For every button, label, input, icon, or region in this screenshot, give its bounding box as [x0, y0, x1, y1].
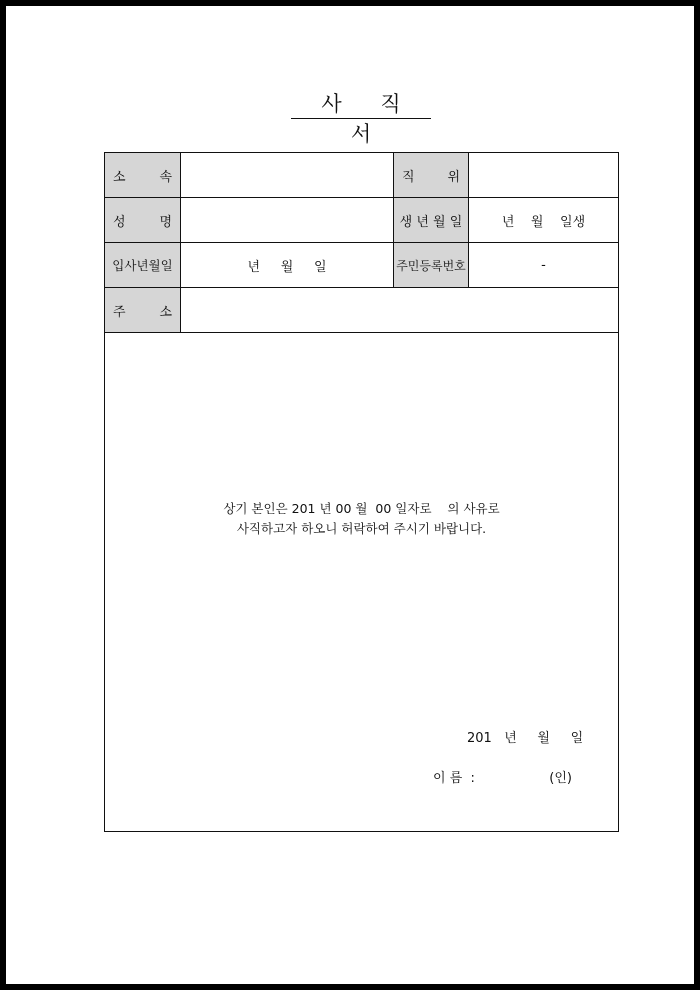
row-address: [105, 288, 618, 333]
title-underline: [291, 118, 431, 119]
birthdate-field[interactable]: 년 월 일생: [501, 214, 586, 230]
row-name: [105, 198, 618, 243]
rrn-label: 주민등록번호: [394, 243, 469, 287]
body-line-2: 사직하고자 하오니 허락하여 주시기 바랍니다.: [236, 521, 487, 536]
affiliation-label: 소 속: [105, 153, 181, 197]
name-field[interactable]: [181, 198, 394, 242]
hire-date-field[interactable]: 년 월 일: [181, 243, 394, 287]
position-label: 직 위: [394, 153, 469, 197]
birthdate-label: 생 년 월 일: [394, 198, 469, 242]
position-field[interactable]: [469, 153, 618, 197]
name-label: 성 명: [105, 198, 181, 242]
row-hire-date: [105, 243, 618, 288]
row-affiliation: [105, 153, 618, 198]
document-title: 사 직 서: [321, 92, 417, 146]
body-line-1: 상기 본인은 201 년 00 월 00 일자로 의 사유로: [223, 501, 500, 516]
sign-date: 201 년 월 일: [467, 731, 584, 746]
document-page: [6, 6, 694, 984]
resignation-form: [104, 152, 619, 832]
sign-name: 이 름 : (인): [433, 771, 572, 786]
hire-date-label: 입사년월일: [105, 243, 181, 287]
affiliation-field[interactable]: [181, 153, 394, 197]
rrn-field[interactable]: -: [541, 257, 546, 273]
address-field[interactable]: [181, 288, 618, 332]
address-label: 주 소: [105, 288, 181, 332]
